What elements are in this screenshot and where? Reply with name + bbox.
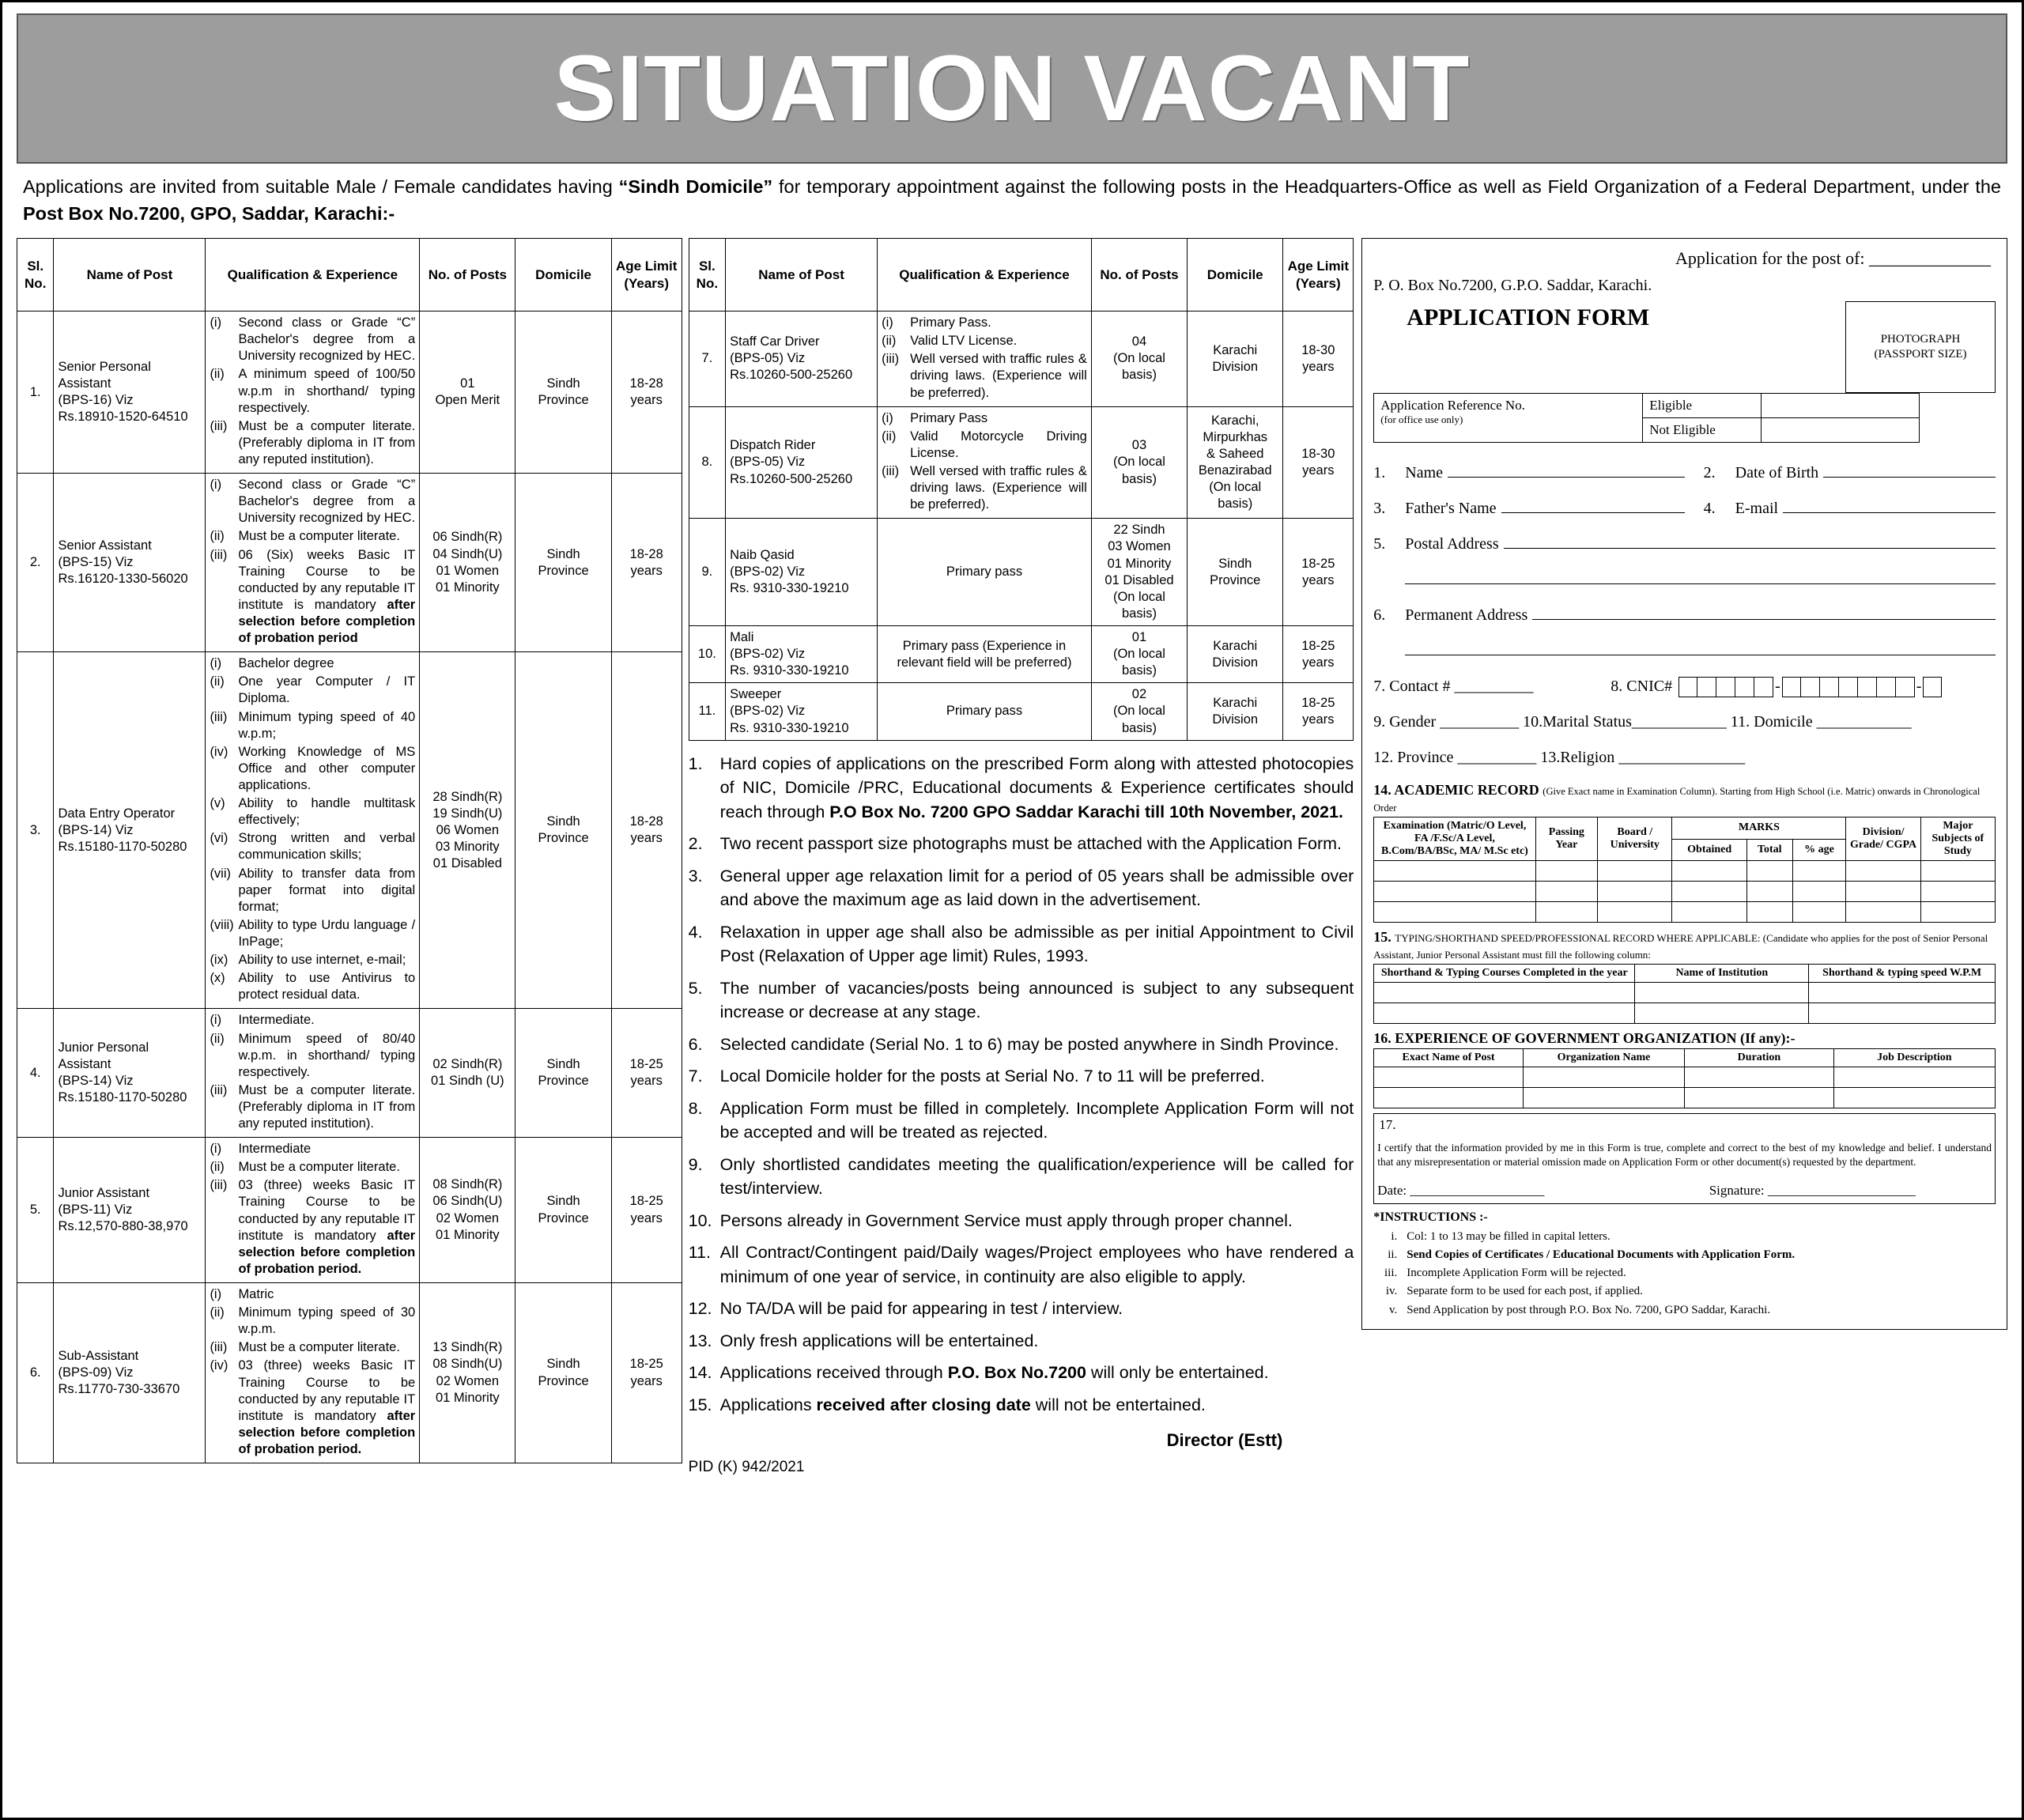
col-name: Name of Post (726, 239, 878, 312)
cell-post-name: Sub-Assistant (BPS-09) Viz Rs.11770-730-33670 (54, 1283, 206, 1463)
instruction-text: Selected candidate (Serial No. 1 to 6) may be posted anywhere in Sindh Province. (719, 1034, 1339, 1054)
date-field[interactable]: Date: ____________________ (1377, 1182, 1545, 1198)
form-instruction-text: Incomplete Application Form will be rejected. (1407, 1267, 1626, 1280)
instruction-item (689, 752, 1354, 825)
instruction-item (689, 1361, 1354, 1385)
field-permanent-input[interactable] (1532, 606, 1996, 620)
field-father-index: 3. (1373, 500, 1386, 518)
table-header-row (17, 239, 682, 312)
instruction-text: General upper age relaxation limit for a period of 05 years shall be admissible over and above the maximum age as laid down in the advertisement. (719, 866, 1354, 910)
cell-post-name: Data Entry Operator (BPS-14) Viz Rs.15180-1170-50280 (54, 652, 206, 1009)
cell-sl: 3. (17, 652, 54, 1009)
instruction-item (689, 1209, 1354, 1233)
cell-age-limit: 18-25 years (1283, 683, 1354, 740)
application-reference-table (1373, 393, 1920, 443)
field-postal-address[interactable] (1373, 527, 1996, 562)
director-signature: Director (Estt) (1166, 1429, 1283, 1450)
form-instruction-text: Send Application by post through P.O. Box No. 7200, GPO Saddar, Karachi. (1407, 1303, 1771, 1316)
form-fields (1373, 455, 1996, 776)
academic-col-total: Total (1746, 839, 1792, 861)
application-reference-cell[interactable] (1374, 394, 1643, 443)
banner-title: SITUATION VACANT (553, 36, 1471, 141)
field-dob-label: Date of Birth (1735, 464, 1819, 482)
instruction-text: Relaxation in upper age shall also be admissible as per initial Appointment to Civil Post (Relaxation of Upper age limit) Rules, 1993. (719, 922, 1354, 966)
form-instruction-text: Separate form to be used for each post, if applied. (1407, 1285, 1643, 1298)
instruction-item (689, 1064, 1354, 1089)
application-form (1361, 238, 2007, 1330)
cell-age-limit: 18-25 years (1283, 625, 1354, 682)
typing-record-number: 15. (1373, 929, 1392, 946)
field-name-input[interactable] (1448, 463, 1685, 478)
form-instruction-item (1373, 1301, 1996, 1320)
academic-col-obtained: Obtained (1672, 839, 1747, 861)
field-contact[interactable]: 7. Contact # __________ (1373, 678, 1534, 696)
experience-heading: 16. EXPERIENCE OF GOVERNMENT ORGANIZATION (If any):- (1373, 1030, 1796, 1047)
instruction-item (689, 1297, 1354, 1321)
cell-domicile: Karachi Division (1188, 625, 1283, 682)
cell-domicile: Sindh Province (515, 1009, 611, 1138)
posts-table-left (17, 238, 682, 1463)
table-row (17, 474, 682, 652)
table-row (689, 406, 1354, 519)
instruction-number: 9. (688, 1154, 703, 1174)
table-row[interactable] (1374, 861, 1996, 882)
cell-no-of-posts: 03 (On local basis) (1091, 406, 1187, 519)
field-postal-input[interactable] (1504, 534, 1996, 549)
col-qual: Qualification & Experience (206, 239, 420, 312)
instruction-number: 4. (688, 922, 703, 942)
col-posts: No. of Posts (420, 239, 515, 312)
col-sl-label: Sl. No. (25, 258, 47, 291)
table-row[interactable] (1374, 983, 1996, 1003)
instruction-number: 15. (688, 1395, 712, 1414)
field-permanent-label: Permanent Address (1405, 606, 1528, 625)
table-row (17, 652, 682, 1009)
instruction-text: The number of vacancies/posts being announced is subject to any subsequent increase or decrease at any stage. (719, 978, 1354, 1022)
field-email-label: E-mail (1735, 500, 1779, 518)
eligible-box[interactable] (1762, 394, 1920, 418)
not-eligible-label: Not Eligible (1643, 418, 1762, 443)
instruction-number: 3. (688, 866, 703, 885)
form-instruction-item (1373, 1228, 1996, 1246)
form-instruction-item (1373, 1246, 1996, 1264)
field-postal-address-line2[interactable] (1373, 562, 1996, 598)
form-instruction-text: Send Copies of Certificates / Educational Documents with Application Form. (1407, 1248, 1796, 1261)
intro-postbox: Post Box No.7200, GPO, Saddar, Karachi:- (23, 203, 395, 225)
cell-age-limit: 18-30 years (1283, 406, 1354, 519)
instruction-item (689, 976, 1354, 1025)
instruction-item (689, 920, 1354, 969)
table-row (17, 1009, 682, 1138)
academic-record-title: 14. ACADEMIC RECORD (1373, 782, 1539, 799)
field-father-name[interactable] (1373, 491, 1684, 527)
instruction-item (689, 832, 1354, 856)
cell-domicile: Sindh Province (515, 1283, 611, 1463)
cell-qualification: (i) Second class or Grade “C” Bachelor's degree from a University recognized by HEC. (ii) A minimum speed of 100/50 w.p.m in shorthand/ typing respectively. (iii) Must be a computer literate. (Preferably diploma in IT from any reputed institution). (206, 312, 420, 474)
cell-domicile: Sindh Province (1188, 519, 1283, 626)
field-postal-input-2[interactable] (1405, 570, 1996, 584)
table-row (17, 1283, 682, 1463)
field-name-index: 1. (1373, 464, 1386, 482)
academic-record-note: (Give Exact name in Examination Column). Starting from High School (i.e. Matric) onwards in Chronological Order (1373, 786, 1981, 814)
cell-domicile: Sindh Province (515, 474, 611, 652)
experience-col-job: Job Description (1833, 1049, 1995, 1067)
table-row[interactable] (1374, 1003, 1996, 1024)
field-permanent-input-2[interactable] (1405, 641, 1996, 655)
field-permanent-address[interactable] (1373, 598, 1996, 633)
application-reference-label: Application Reference No. (1380, 398, 1525, 413)
cell-post-name: Sweeper (BPS-02) Viz Rs. 9310-330-19210 (726, 683, 878, 740)
instruction-number: 5. (688, 978, 703, 998)
field-gender-marital-domicile[interactable]: 9. Gender __________ 10.Marital Status____________ 11. Domicile ____________ (1373, 713, 1912, 731)
academic-col-division: Division/ Grade/ CGPA (1846, 817, 1920, 861)
posts-table-left-column (17, 238, 682, 1463)
field-email-input[interactable] (1783, 499, 1996, 513)
instruction-text: Hard copies of applications on the prescribed Form along with attested photocopies of NIC, Domicile /PRC, Educational documents & Experience certificates should reach through P.O Box No. 7200 GPO Saddar Karachi till 10th November, 2021. (719, 753, 1354, 821)
form-instruction-item (1373, 1282, 1996, 1301)
col-qual: Qualification & Experience (878, 239, 1092, 312)
col-sl (17, 239, 54, 312)
cell-domicile: Karachi, Mirpurkhas & Saheed Benazirabad (On local basis) (1188, 406, 1283, 519)
form-pobox-line: P. O. Box No.7200, G.P.O. Saddar, Karachi. (1373, 277, 1652, 295)
typing-col-speed: Shorthand & typing speed W.P.M (1809, 965, 1996, 983)
cell-sl: 1. (17, 312, 54, 474)
table-row[interactable] (1374, 882, 1996, 902)
cell-age-limit: 18-25 years (611, 1009, 682, 1138)
instruction-number: 1. (688, 753, 703, 773)
instruction-number: 12. (688, 1299, 712, 1319)
instruction-number: 7. (688, 1067, 703, 1086)
col-sl: Sl. No. (689, 239, 725, 312)
instruction-item (689, 1329, 1354, 1354)
col-age: Age Limit (Years) (1283, 239, 1354, 312)
cell-sl: 4. (17, 1009, 54, 1138)
cell-age-limit: 18-28 years (611, 474, 682, 652)
apply-for-post-field[interactable]: Application for the post of: ______________ (1675, 248, 1992, 269)
cell-age-limit: 18-28 years (611, 652, 682, 1009)
academic-col-major: Major Subjects of Study (1920, 817, 1995, 861)
academic-col-percent: % age (1792, 839, 1846, 861)
col-age: Age Limit (Years) (611, 239, 682, 312)
form-title: APPLICATION FORM (1407, 304, 1650, 331)
photograph-label-1: PHOTOGRAPH (1880, 332, 1961, 345)
field-father-input[interactable] (1501, 499, 1685, 513)
instruction-item (689, 1393, 1354, 1418)
pid-number: PID (K) 942/2021 (688, 1458, 805, 1475)
academic-col-marks: MARKS (1672, 817, 1846, 840)
field-province-religion[interactable]: 12. Province __________ 13.Religion ________________ (1373, 749, 1746, 767)
cell-no-of-posts: 02 (On local basis) (1091, 683, 1187, 740)
table-header-row (689, 239, 1354, 312)
instruction-number: 13. (688, 1331, 712, 1350)
cell-no-of-posts: 01 (On local basis) (1091, 625, 1187, 682)
cell-post-name: Senior Personal Assistant (BPS-16) Viz Rs.18910-1520-64510 (54, 312, 206, 474)
intro-part1: Applications are invited from suitable Male / Female candidates having (23, 176, 619, 197)
cell-no-of-posts: 22 Sindh 03 Women 01 Minority 01 Disabled (On local basis) (1091, 519, 1187, 626)
cell-qualification: (i) Intermediate (ii) Must be a computer literate. (iii) 03 (three) weeks Basic IT Training Course to be conducted by any reputable IT institute is mandatory after selection before completion of probation period. (206, 1138, 420, 1283)
cell-no-of-posts: 08 Sindh(R) 06 Sindh(U) 02 Women 01 Minority (420, 1138, 515, 1283)
photograph-label-2: (PASSPORT SIZE) (1874, 348, 1967, 361)
typing-record-note: TYPING/SHORTHAND SPEED/PROFESSIONAL RECORD WHERE APPLICABLE: (Candidate who applies for the post of Senior Personal Assistant, Junior Personal Assistant must fill the following column: (1373, 932, 1988, 961)
cell-post-name: Staff Car Driver (BPS-05) Viz Rs.10260-500-25260 (726, 312, 878, 407)
col-name: Name of Post (54, 239, 206, 312)
instruction-number: 8. (688, 1098, 703, 1118)
cell-no-of-posts: 13 Sindh(R) 08 Sindh(U) 02 Women 01 Minority (420, 1283, 515, 1463)
academic-record-table[interactable] (1373, 817, 1996, 923)
content-columns (17, 238, 2007, 1475)
cell-qualification: (i) Second class or Grade “C” Bachelor's degree from a University recognized by HEC. (ii) Must be a computer literate. (iii) 06 (Six) weeks Basic IT Training Course to be conducted by any reputable IT institute is mandatory after selection before completion of probation period (206, 474, 420, 652)
cell-post-name: Senior Assistant (BPS-15) Viz Rs.16120-1330-56020 (54, 474, 206, 652)
cell-no-of-posts: 28 Sindh(R) 19 Sindh(U) 06 Women 03 Minority 01 Disabled (420, 652, 515, 1009)
cell-sl: 5. (17, 1138, 54, 1283)
field-dob-input[interactable] (1823, 463, 1996, 478)
cell-sl: 8. (689, 406, 725, 519)
banner (17, 13, 2007, 164)
cell-qualification: (i) Primary Pass. (ii) Valid LTV License. (iii) Well versed with traffic rules & driving laws. (Experience will be preferred). (878, 312, 1092, 407)
cell-post-name: Junior Personal Assistant (BPS-14) Viz Rs.15180-1170-50280 (54, 1009, 206, 1138)
instruction-item (689, 1240, 1354, 1289)
instruction-number: 11. (688, 1243, 711, 1263)
cell-qualification: (i) Bachelor degree (ii) One year Computer / IT Diploma. (iii) Minimum typing speed of 40 w.p.m; (iv) Working Knowledge of MS Office and other computer applications. (v) Ability to handle multitask effectively; (vi) Strong written and verbal communication skills; (vii) Ability to transfer data from paper format into digital format; (viii) Ability to type Urdu language / InPage; (ix) Ability to use internet, e-mail; (x) Ability to use Antivirus to protect residual data. (206, 652, 420, 1009)
typing-record-table[interactable] (1373, 964, 1996, 1024)
cell-domicile: Karachi Division (1188, 312, 1283, 407)
experience-table[interactable] (1373, 1048, 1996, 1108)
certification-box (1373, 1113, 1996, 1203)
application-form-column (1361, 238, 2007, 1330)
instruction-number: 6. (688, 1034, 703, 1054)
cell-age-limit: 18-25 years (611, 1283, 682, 1463)
instruction-text: Application Form must be filled in completely. Incomplete Application Form will not be accepted and will be treated as rejected. (719, 1098, 1354, 1142)
form-instruction-number: i. (1391, 1229, 1398, 1243)
col-domicile: Domicile (1188, 239, 1283, 312)
instruction-number: 10. (688, 1210, 712, 1230)
form-instruction-number: iii. (1384, 1267, 1398, 1280)
field-father-label: Father's Name (1405, 500, 1497, 518)
field-email[interactable] (1685, 491, 1996, 527)
cell-domicile: Sindh Province (515, 1138, 611, 1283)
form-instructions-title: *INSTRUCTIONS :- (1373, 1210, 1488, 1224)
form-instructions-list (1373, 1228, 1996, 1320)
cell-qualification: Primary pass (878, 519, 1092, 626)
typing-col-courses: Shorthand & Typing Courses Completed in the year (1374, 965, 1635, 983)
cell-sl: 6. (17, 1283, 54, 1463)
cell-no-of-posts: 01 Open Merit (420, 312, 515, 474)
field-dob[interactable] (1685, 455, 1996, 491)
instruction-text: All Contract/Contingent paid/Daily wages/Project employees who have rendered a minimum of one year of service, in continuity are also eligible to apply. (719, 1243, 1354, 1286)
instruction-text: Applications received after closing date will not be entertained. (719, 1395, 1206, 1414)
intro-paragraph (23, 173, 2001, 227)
table-row[interactable] (1374, 902, 1996, 923)
instruction-text: Local Domicile holder for the posts at Serial No. 7 to 11 will be preferred. (719, 1067, 1265, 1086)
intro-part2: for temporary appointment against the following posts in the Headquarters-Office as well as Field Organization of a Federal Department, under the (772, 176, 2001, 197)
cell-post-name: Dispatch Rider (BPS-05) Viz Rs.10260-500-25260 (726, 406, 878, 519)
table-row (689, 683, 1354, 740)
field-postal-label: Postal Address (1405, 535, 1499, 553)
cell-qualification: (i) Intermediate. (ii) Minimum speed of 80/40 w.p.m. in shorthand/ typing respectively. (iii) Must be a computer literate. (Preferably diploma in IT from any reputed institution). (206, 1009, 420, 1138)
posts-table-right-column (689, 238, 1354, 1475)
cell-sl: 2. (17, 474, 54, 652)
cell-post-name: Mali (BPS-02) Viz Rs. 9310-330-19210 (726, 625, 878, 682)
typing-record-heading (1373, 929, 1996, 962)
cell-age-limit: 18-30 years (1283, 312, 1354, 407)
form-instruction-text: Col: 1 to 13 may be filled in capital letters. (1407, 1229, 1611, 1243)
typing-col-institution: Name of Institution (1635, 965, 1809, 983)
cell-qualification: Primary pass (878, 683, 1092, 740)
cell-domicile: Sindh Province (515, 312, 611, 474)
cell-no-of-posts: 06 Sindh(R) 04 Sindh(U) 01 Women 01 Minority (420, 474, 515, 652)
field-email-index: 4. (1703, 500, 1716, 518)
instruction-item (689, 1153, 1354, 1201)
cnic-input-boxes[interactable]: - - (1678, 669, 1942, 704)
field-postal-index: 5. (1373, 535, 1386, 553)
cell-no-of-posts: 04 (On local basis) (1091, 312, 1187, 407)
experience-col-post: Exact Name of Post (1374, 1049, 1524, 1067)
field-dob-index: 2. (1703, 464, 1716, 482)
cell-no-of-posts: 02 Sindh(R) 01 Sindh (U) (420, 1009, 515, 1138)
academic-col-board: Board / University (1598, 817, 1672, 861)
cell-sl: 9. (689, 519, 725, 626)
instruction-text: Only shortlisted candidates meeting the qualification/experience will be called for test/interview. (719, 1154, 1354, 1199)
photograph-box (1845, 301, 1996, 393)
signature-field[interactable]: Signature: ______________________ (1709, 1182, 1916, 1198)
form-instruction-number: iv. (1385, 1285, 1398, 1298)
table-row (689, 625, 1354, 682)
experience-col-duration: Duration (1685, 1049, 1834, 1067)
col-posts: No. of Posts (1091, 239, 1187, 312)
instruction-text: Persons already in Government Service must apply through proper channel. (719, 1210, 1293, 1230)
academic-col-passing: Passing Year (1535, 817, 1598, 861)
field-cnic-label: 8. CNIC# (1611, 678, 1673, 696)
table-row (17, 1138, 682, 1283)
instruction-text: Two recent passport size photographs must be attached with the Application Form. (719, 834, 1342, 854)
table-row (689, 312, 1354, 407)
experience-col-organization: Organization Name (1523, 1049, 1684, 1067)
instruction-text: Applications received through P.O. Box No.7200 will only be entertained. (719, 1363, 1269, 1383)
intro-domicile: “Sindh Domicile” (618, 176, 773, 197)
instruction-item (689, 1033, 1354, 1057)
instructions-list (689, 752, 1354, 1418)
instruction-number: 2. (688, 834, 703, 854)
cell-qualification: Primary pass (Experience in relevant field will be preferred) (878, 625, 1092, 682)
instruction-item (689, 1097, 1354, 1145)
cell-age-limit: 18-25 years (1283, 519, 1354, 626)
field-permanent-address-line2[interactable] (1373, 633, 1996, 669)
academic-record-heading (1373, 782, 1996, 815)
application-reference-note: (for office use only) (1380, 413, 1463, 426)
cell-age-limit: 18-28 years (611, 312, 682, 474)
instruction-item (689, 864, 1354, 912)
table-row (17, 312, 682, 474)
cell-sl: 7. (689, 312, 725, 407)
col-domicile: Domicile (515, 239, 611, 312)
cell-domicile: Sindh Province (515, 652, 611, 1009)
table-row[interactable] (1374, 1067, 1996, 1088)
not-eligible-box[interactable] (1762, 418, 1920, 443)
cell-post-name: Junior Assistant (BPS-11) Viz Rs.12,570-880-38,970 (54, 1138, 206, 1283)
eligible-label: Eligible (1643, 394, 1762, 418)
instruction-text: Only fresh applications will be entertained. (719, 1331, 1039, 1350)
posts-table-right (689, 238, 1354, 741)
cell-age-limit: 18-25 years (611, 1138, 682, 1283)
instruction-number: 14. (688, 1363, 712, 1383)
cell-qualification: (i) Matric (ii) Minimum typing speed of 30 w.p.m. (iii) Must be a computer literate. (iv) 03 (three) weeks Basic IT Training Course to be conducted by any reputable IT institute is mandatory after selection before completion of probation period. (206, 1283, 420, 1463)
table-row (689, 519, 1354, 626)
form-instruction-number: v. (1389, 1303, 1398, 1316)
cell-qualification: (i) Primary Pass (ii) Valid Motorcycle Driving License. (iii) Well versed with traffic rules & driving laws. (Experience will be preferred). (878, 406, 1092, 519)
item-17-label: 17. (1379, 1117, 1396, 1133)
field-name[interactable] (1373, 455, 1684, 491)
cell-post-name: Naib Qasid (BPS-02) Viz Rs. 9310-330-19210 (726, 519, 878, 626)
field-permanent-index: 6. (1373, 606, 1386, 625)
cell-sl: 10. (689, 625, 725, 682)
table-row[interactable] (1374, 1088, 1996, 1108)
academic-col-exam: Examination (Matric/O Level, FA /F.Sc/A Level, B.Com/BA/BSc, MA/ M.Sc etc) (1374, 817, 1535, 861)
cell-domicile: Karachi Division (1188, 683, 1283, 740)
form-instruction-number: ii. (1388, 1248, 1398, 1261)
cell-sl: 11. (689, 683, 725, 740)
form-instruction-item (1373, 1264, 1996, 1282)
certification-text: I certify that the information provided by me in this Form is true, complete and correct to the best of my knowledge and belief. I understand that any misrepresentation or material omission made on Application Form or other document(s) requested by the department. (1377, 1142, 1992, 1169)
instruction-text: No TA/DA will be paid for appearing in test / interview. (719, 1299, 1123, 1319)
field-name-label: Name (1405, 464, 1444, 482)
